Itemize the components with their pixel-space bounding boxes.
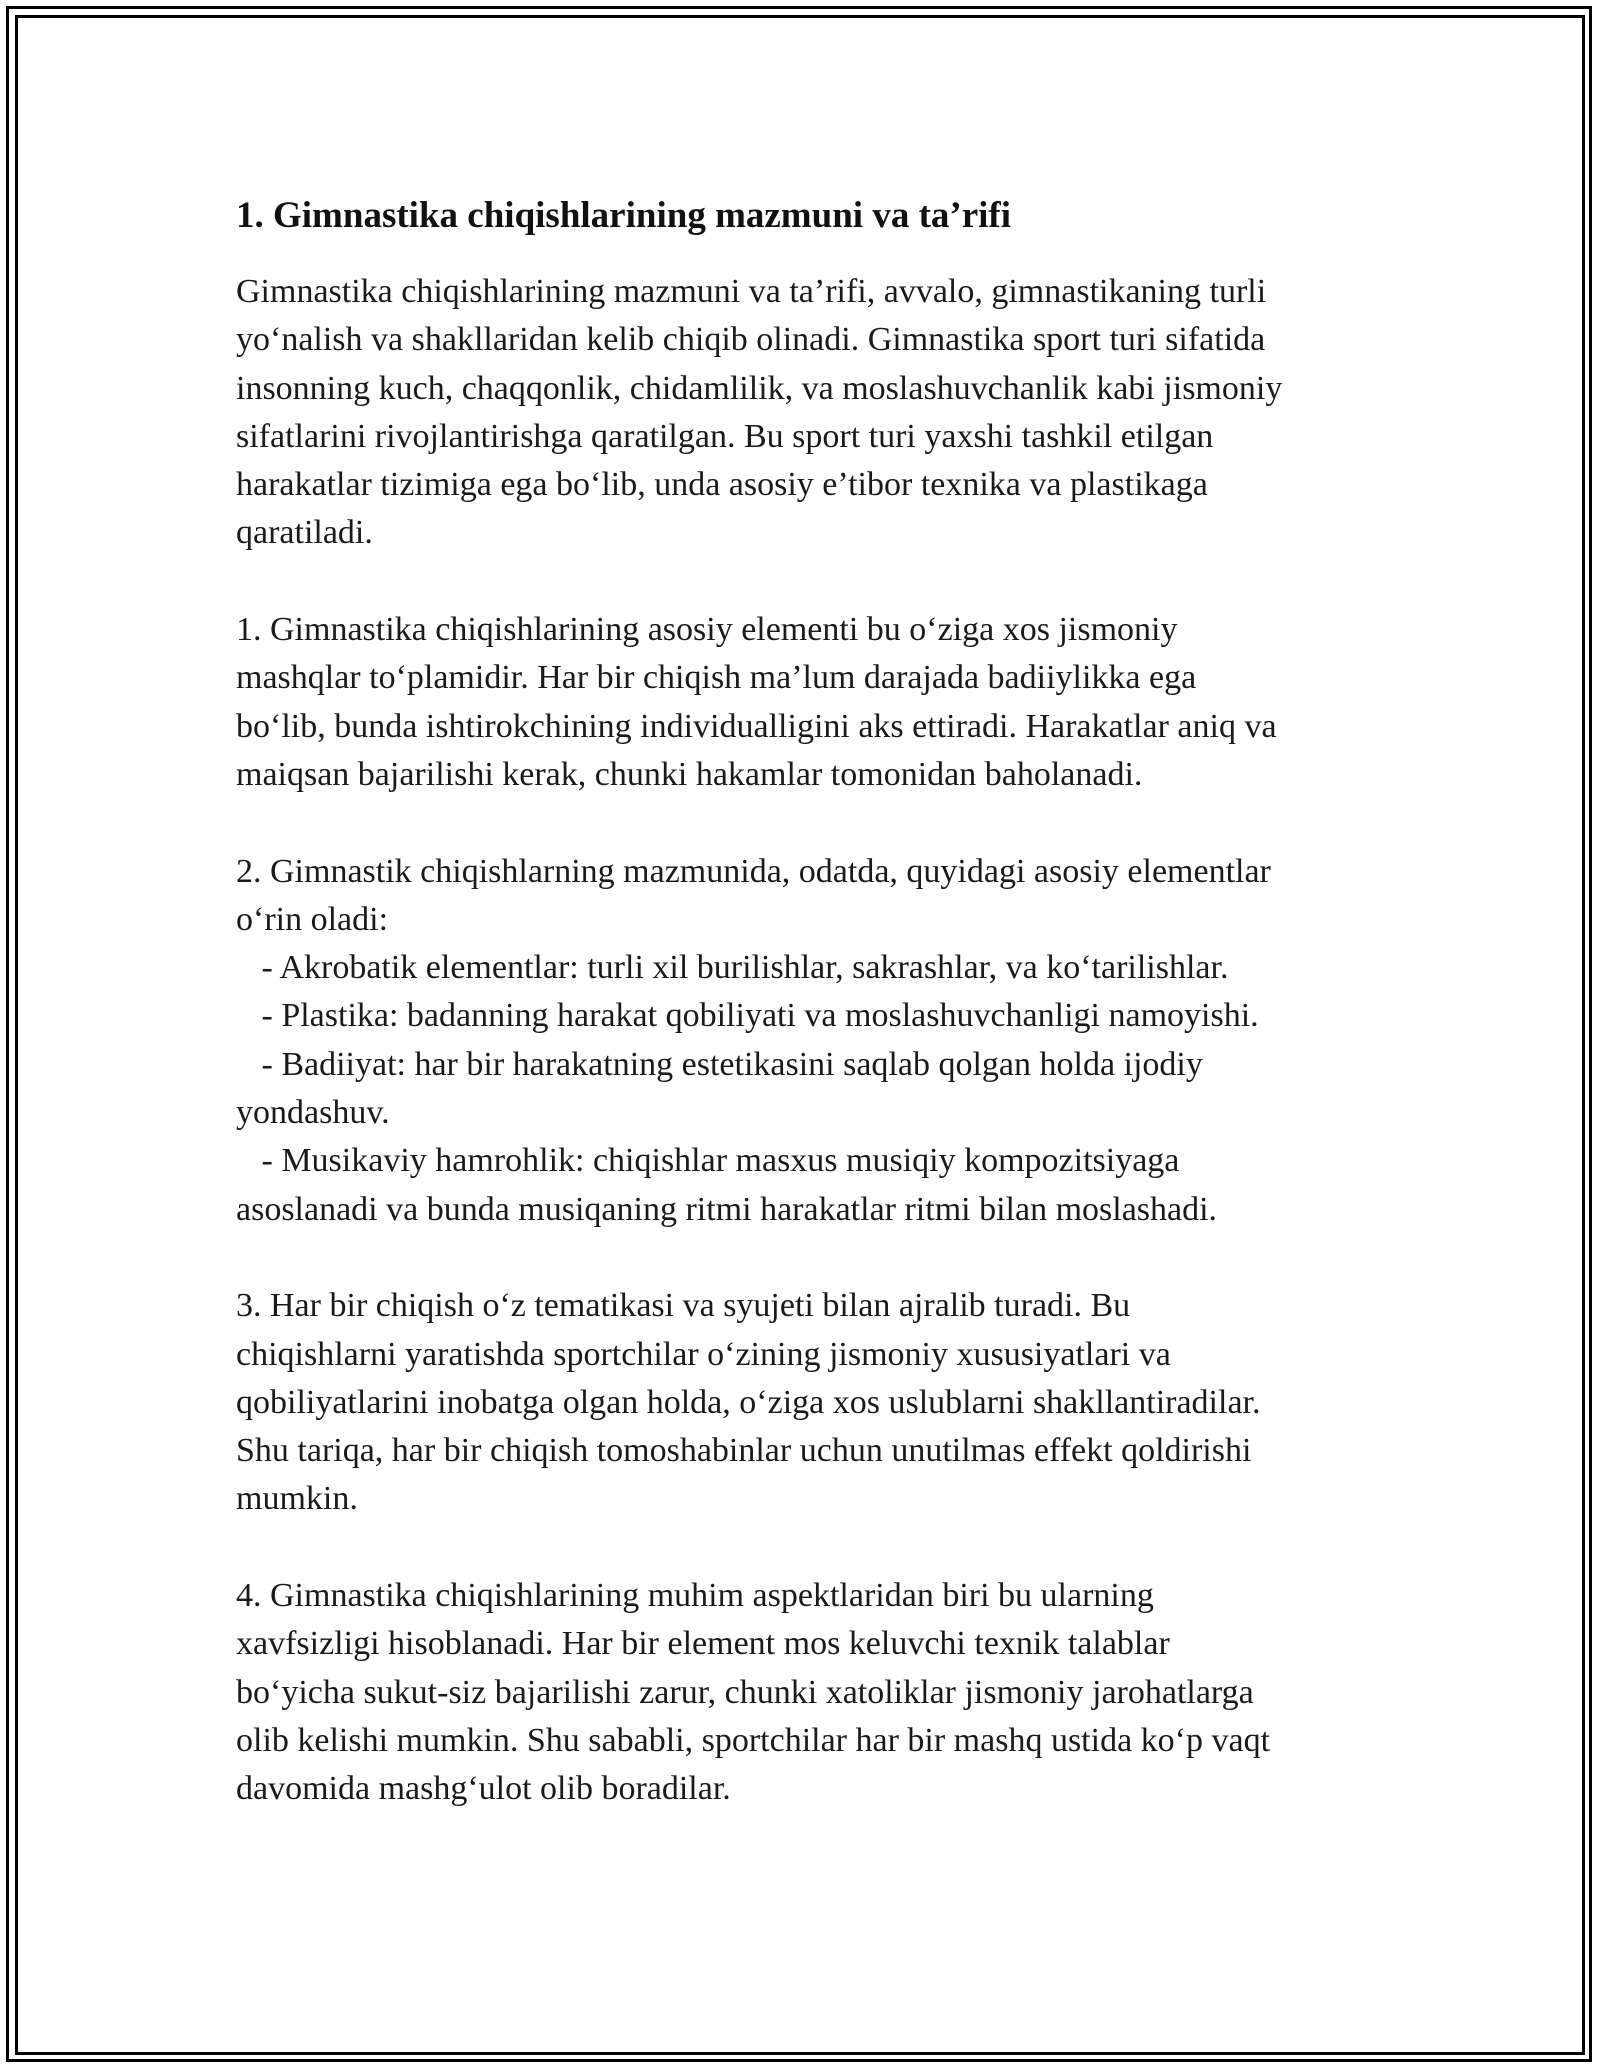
paragraph-line: Shu tariqa, har bir chiqish tomoshabinlar uchun unutilmas effekt qoldirishi	[236, 1432, 1252, 1470]
paragraph-line: sifatlarini rivojlantirishga qaratilgan. Bu sport turi yaxshi tashkil etilgan	[236, 417, 1214, 455]
paragraph-line: o‘rin oladi:	[236, 900, 389, 938]
paragraph-gap	[236, 1234, 1376, 1282]
paragraph-line: chiqishlarni yaratishda sportchilar o‘zining jismoniy xususiyatlari va	[236, 1335, 1171, 1373]
paragraph-line: maiqsan bajarilishi kerak, chunki hakamlar tomonidan baholanadi.	[236, 755, 1143, 793]
paragraph-line: xavfsizligi hisoblanadi. Har bir element mos keluvchi texnik talablar	[236, 1625, 1170, 1663]
paragraph-line: harakatlar tizimiga ega bo‘lib, unda asosiy e’tibor texnika va plastikaga	[236, 466, 1208, 504]
paragraph	[236, 1282, 1376, 1523]
paragraph-line: qaratiladi.	[236, 514, 373, 552]
section-title: 1. Gimnastika chiqishlarining mazmuni va ta’rifi	[236, 195, 1012, 236]
paragraph-line: Gimnastika chiqishlarining mazmuni va ta’rifi, avvalo, gimnastikaning turli	[236, 273, 1267, 310]
paragraph	[236, 848, 1376, 1234]
paragraph-gap	[236, 558, 1376, 606]
paragraph-gap	[236, 799, 1376, 847]
paragraph-line: 1. Gimnastika chiqishlarining asosiy elementi bu o‘ziga xos jismoniy	[236, 611, 1178, 649]
paragraph-list	[236, 268, 1376, 1814]
paragraph	[236, 606, 1376, 799]
paragraph-line: 4. Gimnastika chiqishlarining muhim aspektlaridan biri bu ularning	[236, 1577, 1154, 1615]
paragraph-line: mumkin.	[236, 1480, 358, 1518]
paragraph	[236, 1572, 1376, 1813]
paragraph-line: yo‘nalish va shakllaridan kelib chiqib olinadi. Gimnastika sport turi sifatida	[236, 321, 1266, 359]
paragraph-line: mashqlar to‘plamidir. Har bir chiqish ma’lum darajada badiiylikka ega	[236, 659, 1197, 697]
paragraph-line: insonning kuch, chaqqonlik, chidamlilik, va moslashuvchanlik kabi jismoniy	[236, 369, 1283, 407]
paragraph-line: yondashuv.	[236, 1094, 390, 1132]
paragraph-line: bo‘lib, bunda ishtirokchining individualligini aks ettiradi. Harakatlar aniq va	[236, 707, 1277, 745]
paragraph-line: - Plastika: badanning harakat qobiliyati va moslashuvchanligi namoyishi.	[236, 997, 1259, 1035]
paragraph-line: 3. Har bir chiqish o‘z tematikasi va syujeti bilan ajralib turadi. Bu	[236, 1287, 1131, 1325]
paragraph-line: 2. Gimnastik chiqishlarning mazmunida, odatda, quyidagi asosiy elementlar	[236, 852, 1271, 890]
paragraph-gap	[236, 1524, 1376, 1572]
paragraph-line: - Akrobatik elementlar: turli xil burilishlar, sakrashlar, va ko‘tarilishlar.	[236, 949, 1229, 987]
paragraph-line: - Badiiyat: har bir harakatning estetikasini saqlab qolgan holda ijodiy	[236, 1045, 1203, 1083]
paragraph-line: - Musikaviy hamrohlik: chiqishlar masxus musiqiy kompozitsiyaga	[236, 1142, 1180, 1180]
paragraph-line: asoslanadi va bunda musiqaning ritmi harakatlar ritmi bilan moslashadi.	[236, 1190, 1218, 1228]
document-body	[236, 186, 1376, 1814]
paragraph-line: qobiliyatlarini inobatga olgan holda, o‘ziga xos uslublarni shakllantiradilar.	[236, 1383, 1261, 1421]
paragraph-line: bo‘yicha sukut-siz bajarilishi zarur, chunki xatoliklar jismoniy jarohatlarga	[236, 1673, 1254, 1711]
paragraph-line: olib kelishi mumkin. Shu sababli, sportchilar har bir mashq ustida ko‘p vaqt	[236, 1721, 1271, 1759]
paragraph-line: davomida mashg‘ulot olib boradilar.	[236, 1770, 731, 1808]
paragraph	[236, 268, 1376, 558]
